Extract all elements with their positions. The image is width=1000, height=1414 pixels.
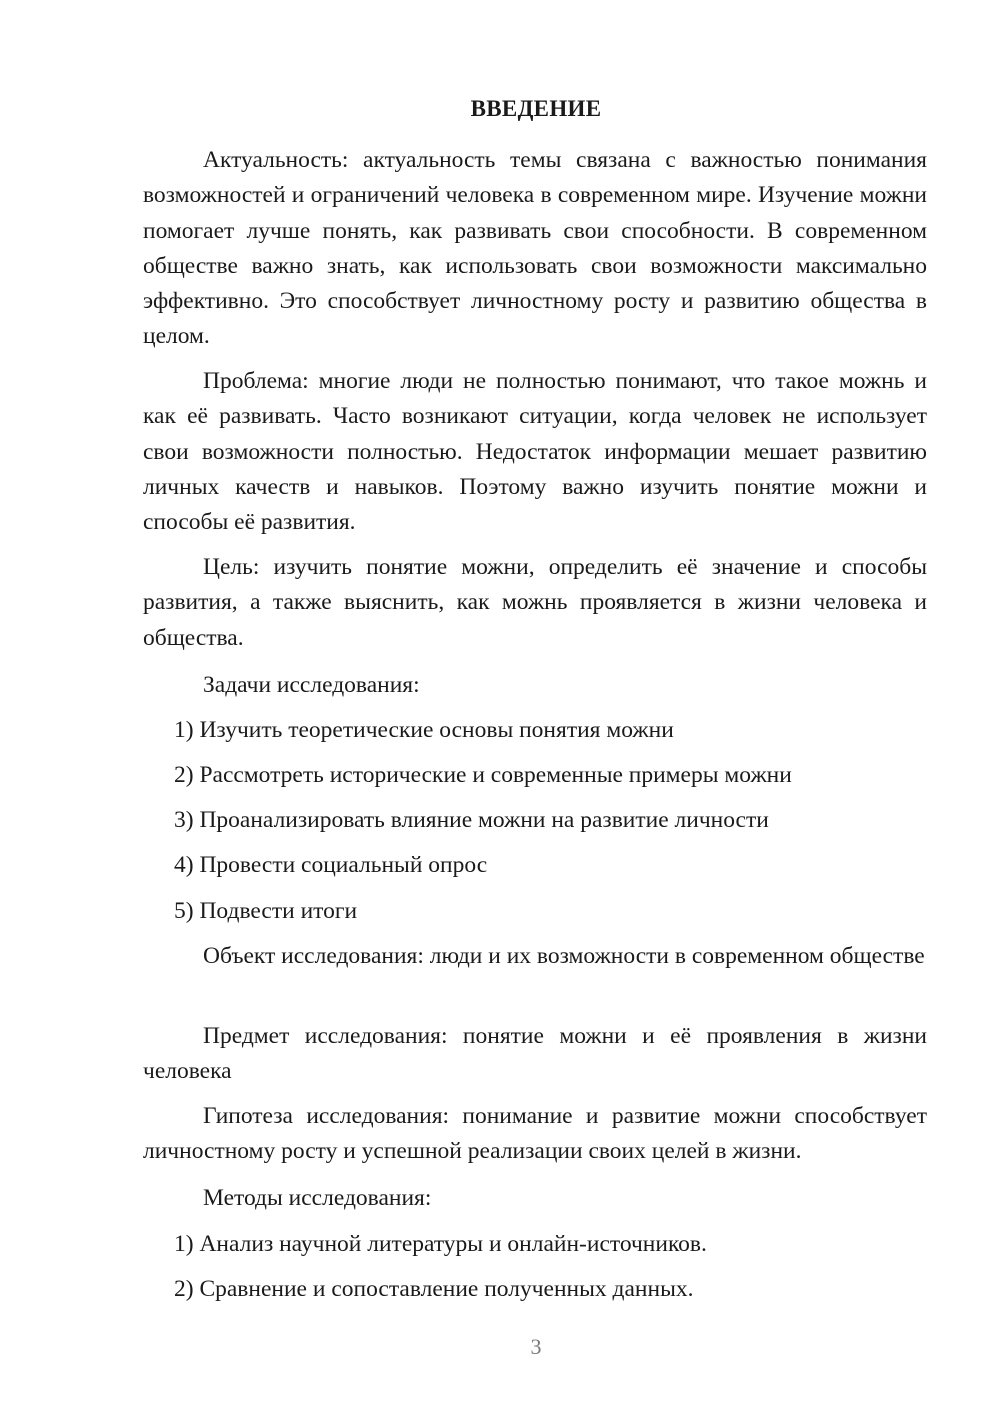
methods-heading: Методы исследования: [203, 1185, 432, 1211]
method-item: 1) Анализ научной литературы и онлайн-источников. [174, 1231, 707, 1257]
object-paragraph: Объект исследования: люди и их возможности в современном обществе [203, 943, 925, 969]
method-item: 2) Сравнение и сопоставление полученных данных. [174, 1276, 694, 1302]
relevance-paragraph: Актуальность: актуальность темы связана с важностью понимания возможностей и ограничений человека в современном мире. Изучение можни помогает лучше понять, как развивать свои способности. В современном обществе важно знать, как использовать свои возможности максимально эффективно. Это способствует личностному росту и развитию общества в целом. [143, 147, 927, 350]
task-item: 3) Проанализировать влияние можни на развитие личности [174, 807, 769, 833]
subject-paragraph: Предмет исследования: понятие можни и её проявления в жизни человека [143, 1023, 927, 1085]
page-number: 3 [530, 1334, 542, 1359]
hypothesis-paragraph: Гипотеза исследования: понимание и развитие можни способствует личностному росту и успешной реализации своих целей в жизни. [143, 1103, 927, 1165]
task-item: 5) Подвести итоги [174, 898, 358, 924]
page-title: ВВЕДЕНИЕ [470, 96, 602, 121]
goal-paragraph: Цель: изучить понятие можни, определить её значение и способы развития, а также выяснить, как можнь проявляется в жизни человека и общества. [143, 554, 927, 651]
task-item: 4) Провести социальный опрос [174, 852, 488, 878]
task-item: 1) Изучить теоретические основы понятия можни [174, 717, 674, 743]
problem-paragraph: Проблема: многие люди не полностью понимают, что такое можнь и как её развивать. Часто возникают ситуации, когда человек не использует свои возможности полностью. Недостаток информации мешает развитию личных качеств и навыков. Поэтому важно изучить понятие можни и способы её развития. [143, 368, 927, 536]
task-item: 2) Рассмотреть исторические и современные примеры можни [174, 762, 792, 788]
tasks-heading: Задачи исследования: [203, 672, 420, 698]
